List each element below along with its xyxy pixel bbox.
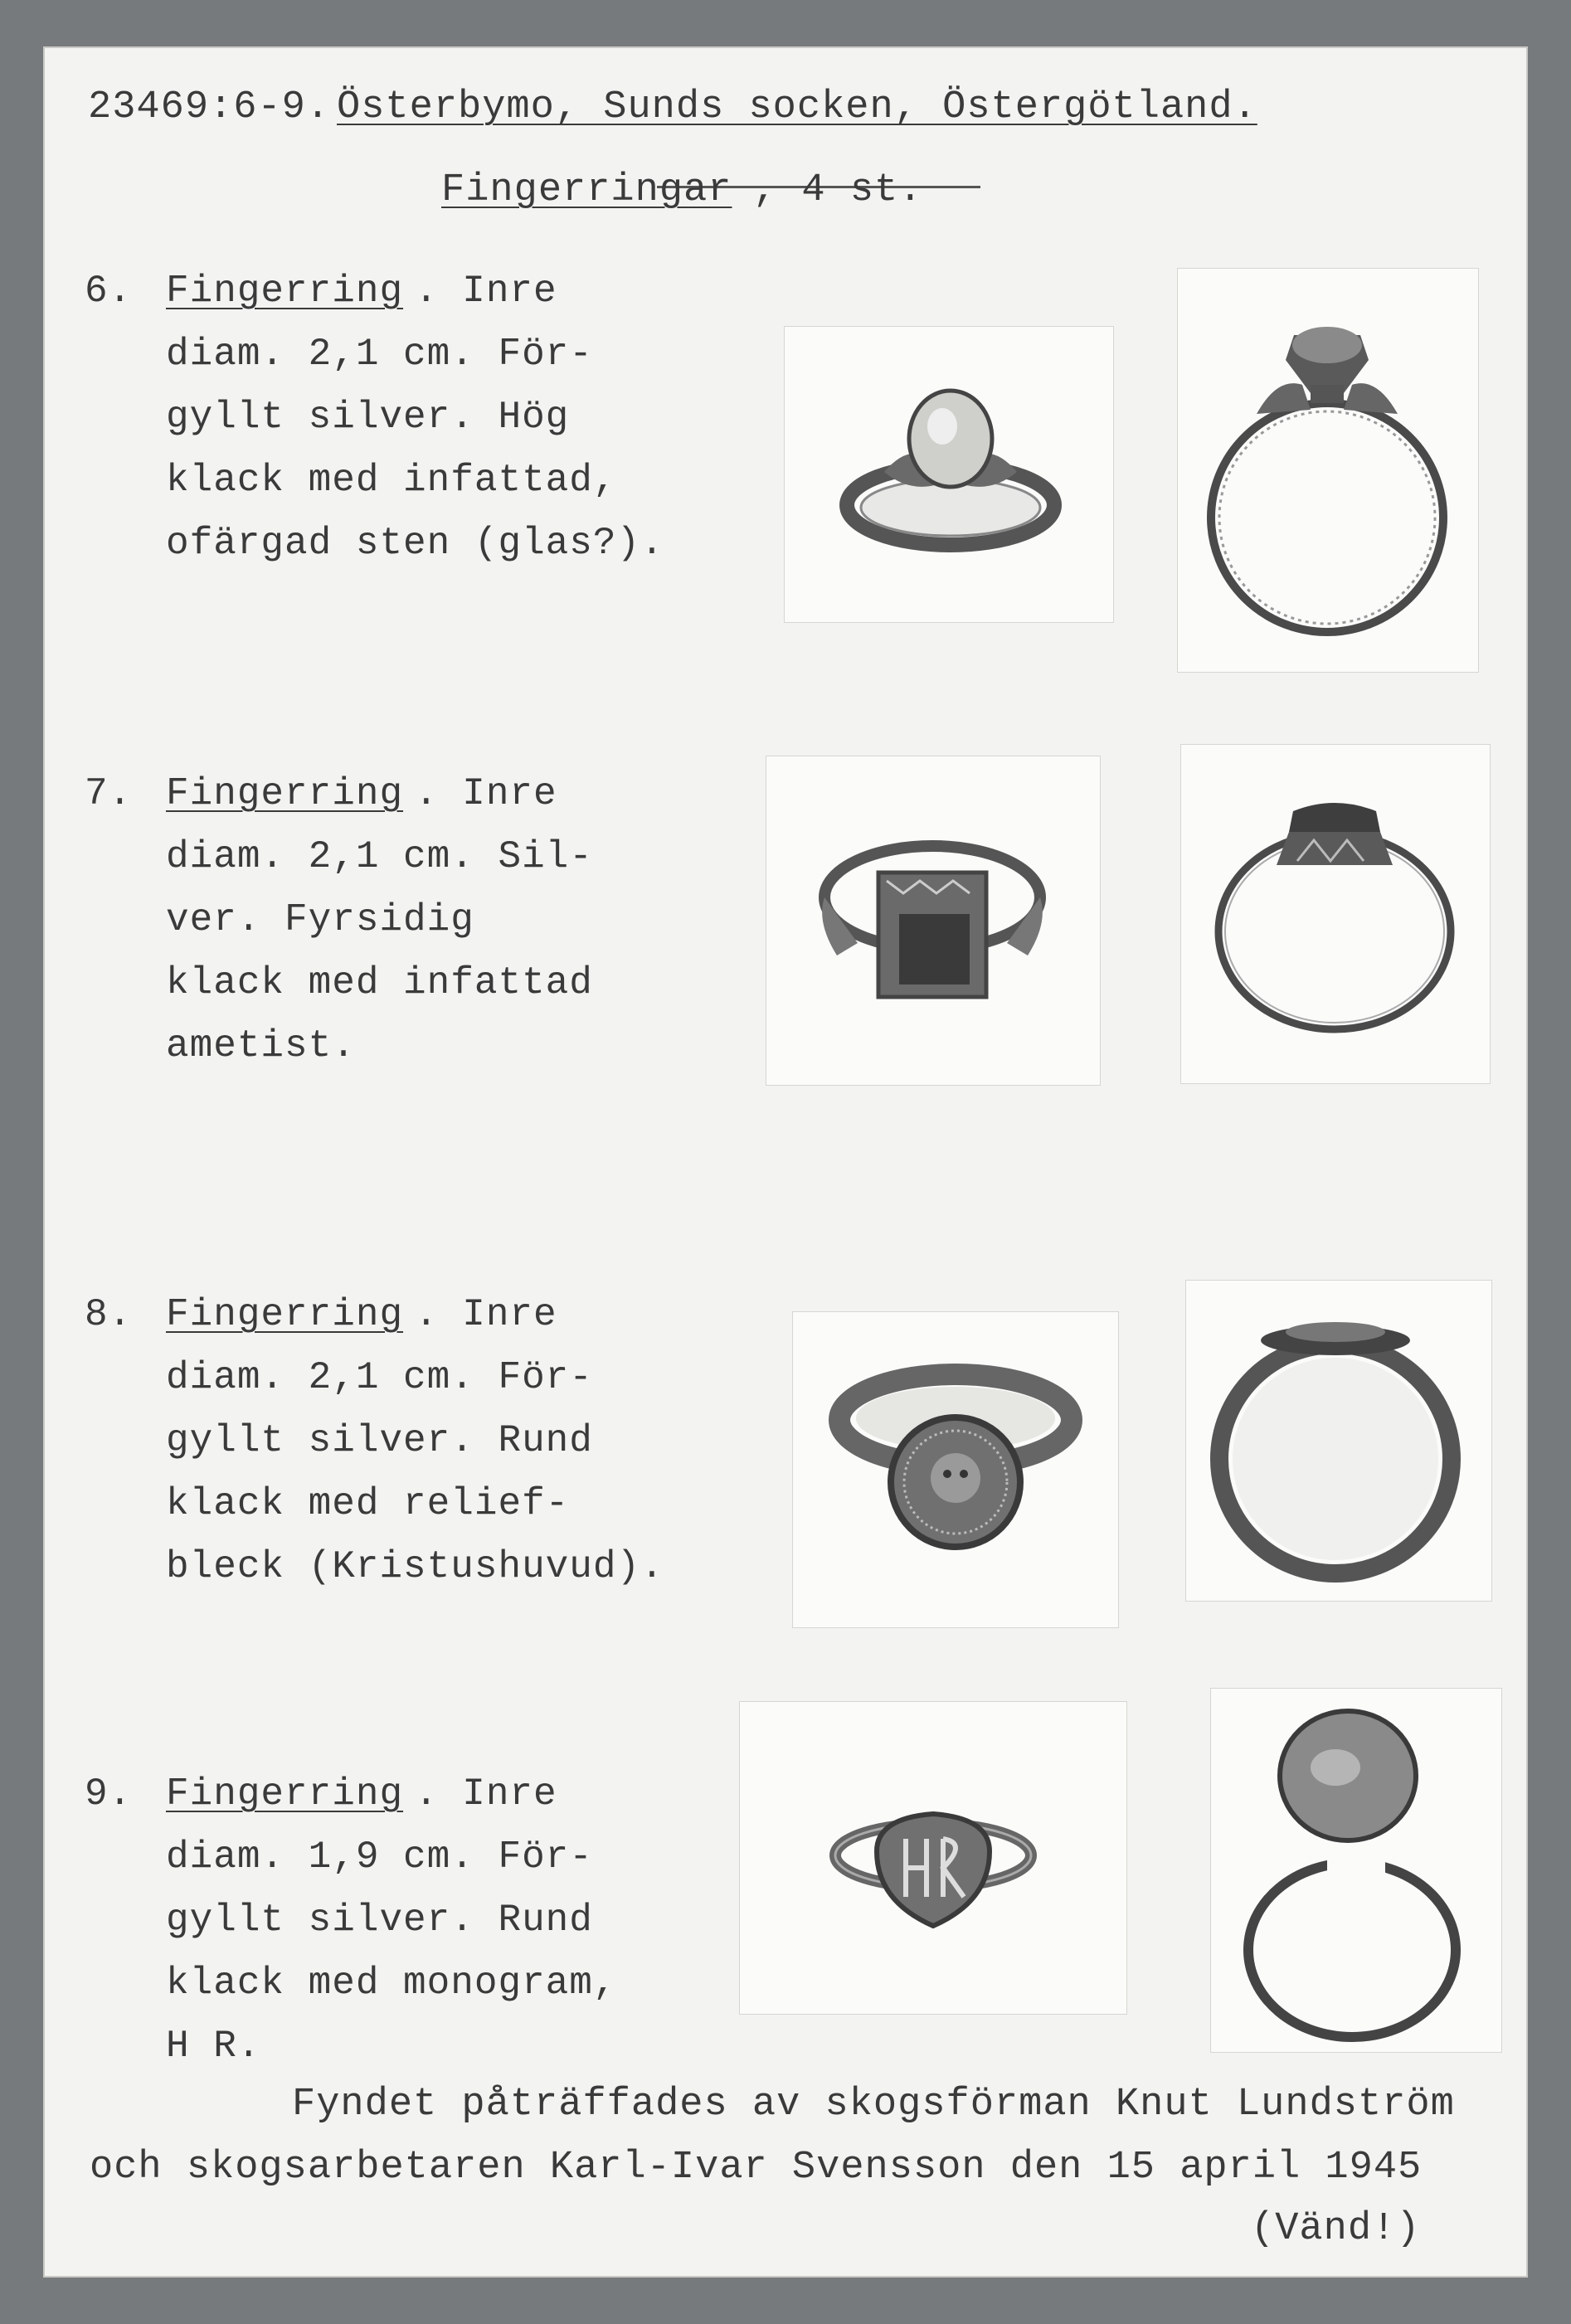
ring-8-top-image bbox=[793, 1312, 1118, 1627]
item-title: Fingerring bbox=[166, 270, 404, 313]
catalogue-card bbox=[43, 46, 1528, 2278]
item-line: ofärgad sten (glas?). bbox=[166, 522, 664, 565]
item-line: klack med infattad bbox=[166, 961, 593, 1004]
ring-6-photo-side bbox=[1178, 269, 1478, 672]
item-line: klack med relief- bbox=[166, 1482, 570, 1525]
ring-8-photo-top bbox=[793, 1312, 1118, 1627]
ring-6-top-image bbox=[785, 327, 1113, 622]
item-line: H R. bbox=[166, 2025, 261, 2068]
ring-8-photo-side bbox=[1186, 1281, 1491, 1601]
item-number: 8. bbox=[85, 1293, 133, 1336]
item-title: Fingerring bbox=[166, 1772, 404, 1816]
item-line: . Inre bbox=[415, 1293, 557, 1336]
card-subtitle: Fingerringar bbox=[441, 168, 732, 212]
turn-over-note: (Vänd!) bbox=[1251, 2207, 1421, 2251]
ring-9-photo-top bbox=[740, 1702, 1126, 2014]
item-line: gyllt silver. Hög bbox=[166, 396, 570, 439]
item-line: diam. 2,1 cm. För- bbox=[166, 333, 593, 376]
item-line: . Inre bbox=[415, 772, 557, 815]
item-line: klack med infattad, bbox=[166, 459, 617, 502]
card-subtitle-count: , 4 st. bbox=[753, 168, 923, 212]
item-line: ver. Fyrsidig bbox=[166, 898, 474, 941]
item-line: diam. 1,9 cm. För- bbox=[166, 1835, 593, 1879]
catalogue-number: 23469:6-9. bbox=[88, 85, 331, 129]
item-number: 9. bbox=[85, 1772, 133, 1816]
item-line: diam. 2,1 cm. Sil- bbox=[166, 835, 593, 878]
ring-8-side-image bbox=[1186, 1281, 1491, 1601]
ring-9-side-image bbox=[1211, 1689, 1501, 2052]
item-line: . Inre bbox=[415, 1772, 557, 1816]
ring-9-photo-side bbox=[1211, 1689, 1501, 2052]
ring-6-photo-top bbox=[785, 327, 1113, 622]
ring-6-side-image bbox=[1178, 269, 1478, 672]
item-line: bleck (Kristushuvud). bbox=[166, 1545, 664, 1588]
item-line: gyllt silver. Rund bbox=[166, 1419, 593, 1462]
ring-7-photo-side bbox=[1181, 745, 1490, 1083]
item-line: gyllt silver. Rund bbox=[166, 1899, 593, 1942]
item-title: Fingerring bbox=[166, 1293, 404, 1336]
item-line: diam. 2,1 cm. För- bbox=[166, 1356, 593, 1399]
ring-9-top-image bbox=[740, 1702, 1126, 2014]
footer-line-1: Fyndet påträffades av skogsförman Knut Lundström bbox=[292, 2083, 1455, 2127]
item-line: klack med monogram, bbox=[166, 1962, 617, 2005]
find-place: Österbymo, Sunds socken, Östergötland. bbox=[337, 85, 1257, 129]
item-line: ametist. bbox=[166, 1024, 356, 1067]
ring-7-side-image bbox=[1181, 745, 1490, 1083]
footer-line-2: och skogsarbetaren Karl-Ivar Svensson den 15 april 1945 bbox=[90, 2146, 1423, 2190]
item-line: . Inre bbox=[415, 270, 557, 313]
ring-7-photo-top bbox=[766, 756, 1100, 1085]
item-number: 7. bbox=[85, 772, 133, 815]
item-title: Fingerring bbox=[166, 772, 404, 815]
item-number: 6. bbox=[85, 270, 133, 313]
ring-7-top-image bbox=[766, 756, 1100, 1085]
